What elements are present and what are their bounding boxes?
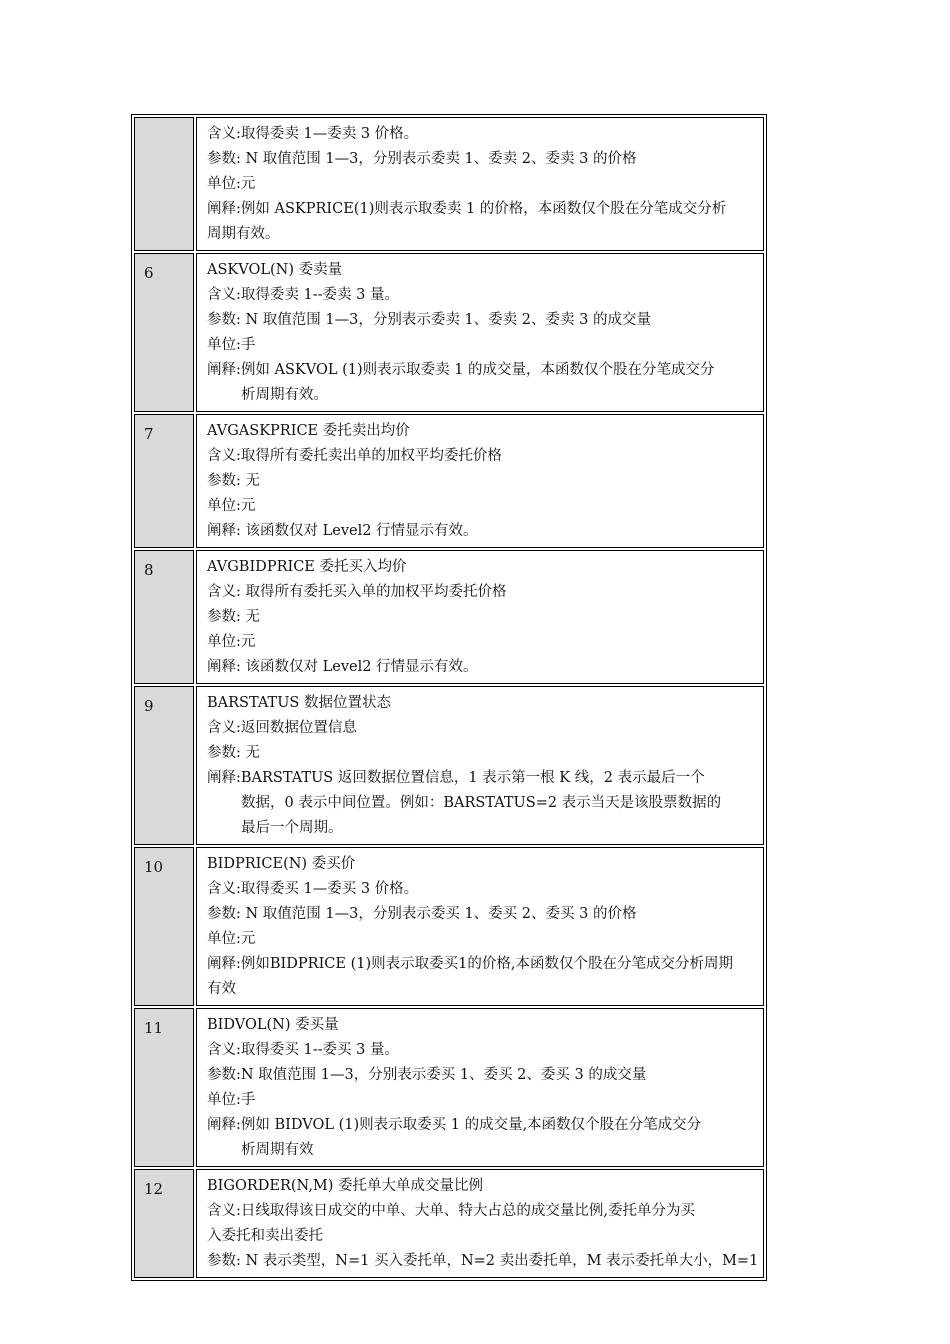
description-line: 最后一个周期。: [241, 820, 343, 836]
description-line: 参数: 无: [207, 745, 260, 761]
description-line: 阐释: 该函数仅对 Level2 行情显示有效。: [207, 523, 478, 539]
table-row: [134, 550, 764, 684]
function-description-cell: [196, 550, 764, 684]
row-number-cell: 12: [134, 1169, 194, 1278]
description-line: 含义:取得委卖 1--委卖 3 量。: [207, 287, 399, 303]
description-line: 析周期有效: [241, 1142, 314, 1158]
function-description-cell: [196, 847, 764, 1006]
function-description-cell: [196, 1169, 764, 1278]
row-number-cell: 8: [134, 550, 194, 684]
table-row: [134, 253, 764, 412]
description-line: 含义:取得委卖 1—委卖 3 价格。: [207, 126, 419, 142]
description-line: 入委托和卖出委托: [207, 1228, 323, 1244]
row-number-cell: 11: [134, 1008, 194, 1167]
description-line: 单位:元: [207, 498, 256, 514]
description-line: 参数: 无: [207, 609, 260, 625]
description-line: 参数: N 表示类型，N=1 买入委托单，N=2 卖出委托单，M 表示委托单大小，M=1: [207, 1253, 759, 1269]
table-row: [134, 414, 764, 548]
row-number-cell: 9: [134, 686, 194, 845]
description-line: 阐释:BARSTATUS 返回数据位置信息，1 表示第一根 K 线，2 表示最后一个: [207, 770, 705, 786]
table-row: [134, 117, 764, 251]
description-line: 参数: N 取值范围 1—3，分别表示委卖 1、委卖 2、委卖 3 的价格: [207, 151, 637, 167]
description-line: 周期有效。: [207, 226, 280, 242]
description-line: 析周期有效。: [241, 387, 328, 403]
description-line: 含义:取得委买 1—委买 3 价格。: [207, 881, 419, 897]
table-row: [134, 1008, 764, 1167]
description-line: 单位:元: [207, 931, 256, 947]
description-line: BIGORDER(N,M) 委托单大单成交量比例: [207, 1178, 484, 1194]
description-line: 参数: 无: [207, 473, 260, 489]
description-line: AVGASKPRICE 委托卖出均价: [207, 423, 410, 439]
table-row: [134, 1169, 764, 1278]
table-row: [134, 847, 764, 1006]
description-line: 单位:元: [207, 634, 256, 650]
table-body: [134, 117, 764, 1278]
description-line: 单位:手: [207, 337, 256, 353]
description-line: 阐释: 该函数仅对 Level2 行情显示有效。: [207, 659, 478, 675]
function-description-cell: [196, 414, 764, 548]
function-description-cell: [196, 117, 764, 251]
description-line: ASKVOL(N) 委卖量: [207, 262, 343, 278]
description-line: 数据，0 表示中间位置。例如：BARSTATUS=2 表示当天是该股票数据的: [241, 795, 722, 811]
description-line: 阐释:例如BIDPRICE (1)则表示取委买1的价格,本函数仅个股在分笔成交分析周期: [207, 956, 733, 972]
description-line: 参数:N 取值范围 1—3，分别表示委买 1、委买 2、委买 3 的成交量: [207, 1067, 647, 1083]
row-number-cell: 6: [134, 253, 194, 412]
description-line: 含义:取得所有委托卖出单的加权平均委托价格: [207, 448, 502, 464]
row-number-cell: 10: [134, 847, 194, 1006]
table-row: [134, 686, 764, 845]
description-line: 有效: [207, 981, 236, 997]
description-line: 单位:手: [207, 1092, 256, 1108]
row-number-cell: [134, 117, 194, 251]
description-line: BARSTATUS 数据位置状态: [207, 695, 391, 711]
description-line: 参数: N 取值范围 1—3，分别表示委卖 1、委卖 2、委卖 3 的成交量: [207, 312, 651, 328]
description-line: 单位:元: [207, 176, 256, 192]
description-line: 阐释:例如 ASKPRICE(1)则表示取委卖 1 的价格，本函数仅个股在分笔成交分析: [207, 201, 727, 217]
description-line: 阐释:例如 ASKVOL (1)则表示取委卖 1 的成交量，本函数仅个股在分笔成交分: [207, 362, 715, 378]
description-line: 阐释:例如 BIDVOL (1)则表示取委买 1 的成交量,本函数仅个股在分笔成交分: [207, 1117, 702, 1133]
description-line: 参数: N 取值范围 1—3，分别表示委买 1、委买 2、委买 3 的价格: [207, 906, 637, 922]
description-line: BIDVOL(N) 委买量: [207, 1017, 339, 1033]
description-line: 含义:日线取得该日成交的中单、大单、特大占总的成交量比例,委托单分为买: [207, 1203, 695, 1219]
description-line: AVGBIDPRICE 委托买入均价: [207, 559, 407, 575]
description-line: 含义:返回数据位置信息: [207, 720, 357, 736]
row-number-cell: 7: [134, 414, 194, 548]
function-description-cell: [196, 253, 764, 412]
function-description-cell: [196, 1008, 764, 1167]
function-reference-table: [131, 114, 767, 1281]
description-line: 含义:取得委买 1--委买 3 量。: [207, 1042, 399, 1058]
function-description-cell: [196, 686, 764, 845]
description-line: BIDPRICE(N) 委买价: [207, 856, 356, 872]
description-line: 含义: 取得所有委托买入单的加权平均委托价格: [207, 584, 507, 600]
